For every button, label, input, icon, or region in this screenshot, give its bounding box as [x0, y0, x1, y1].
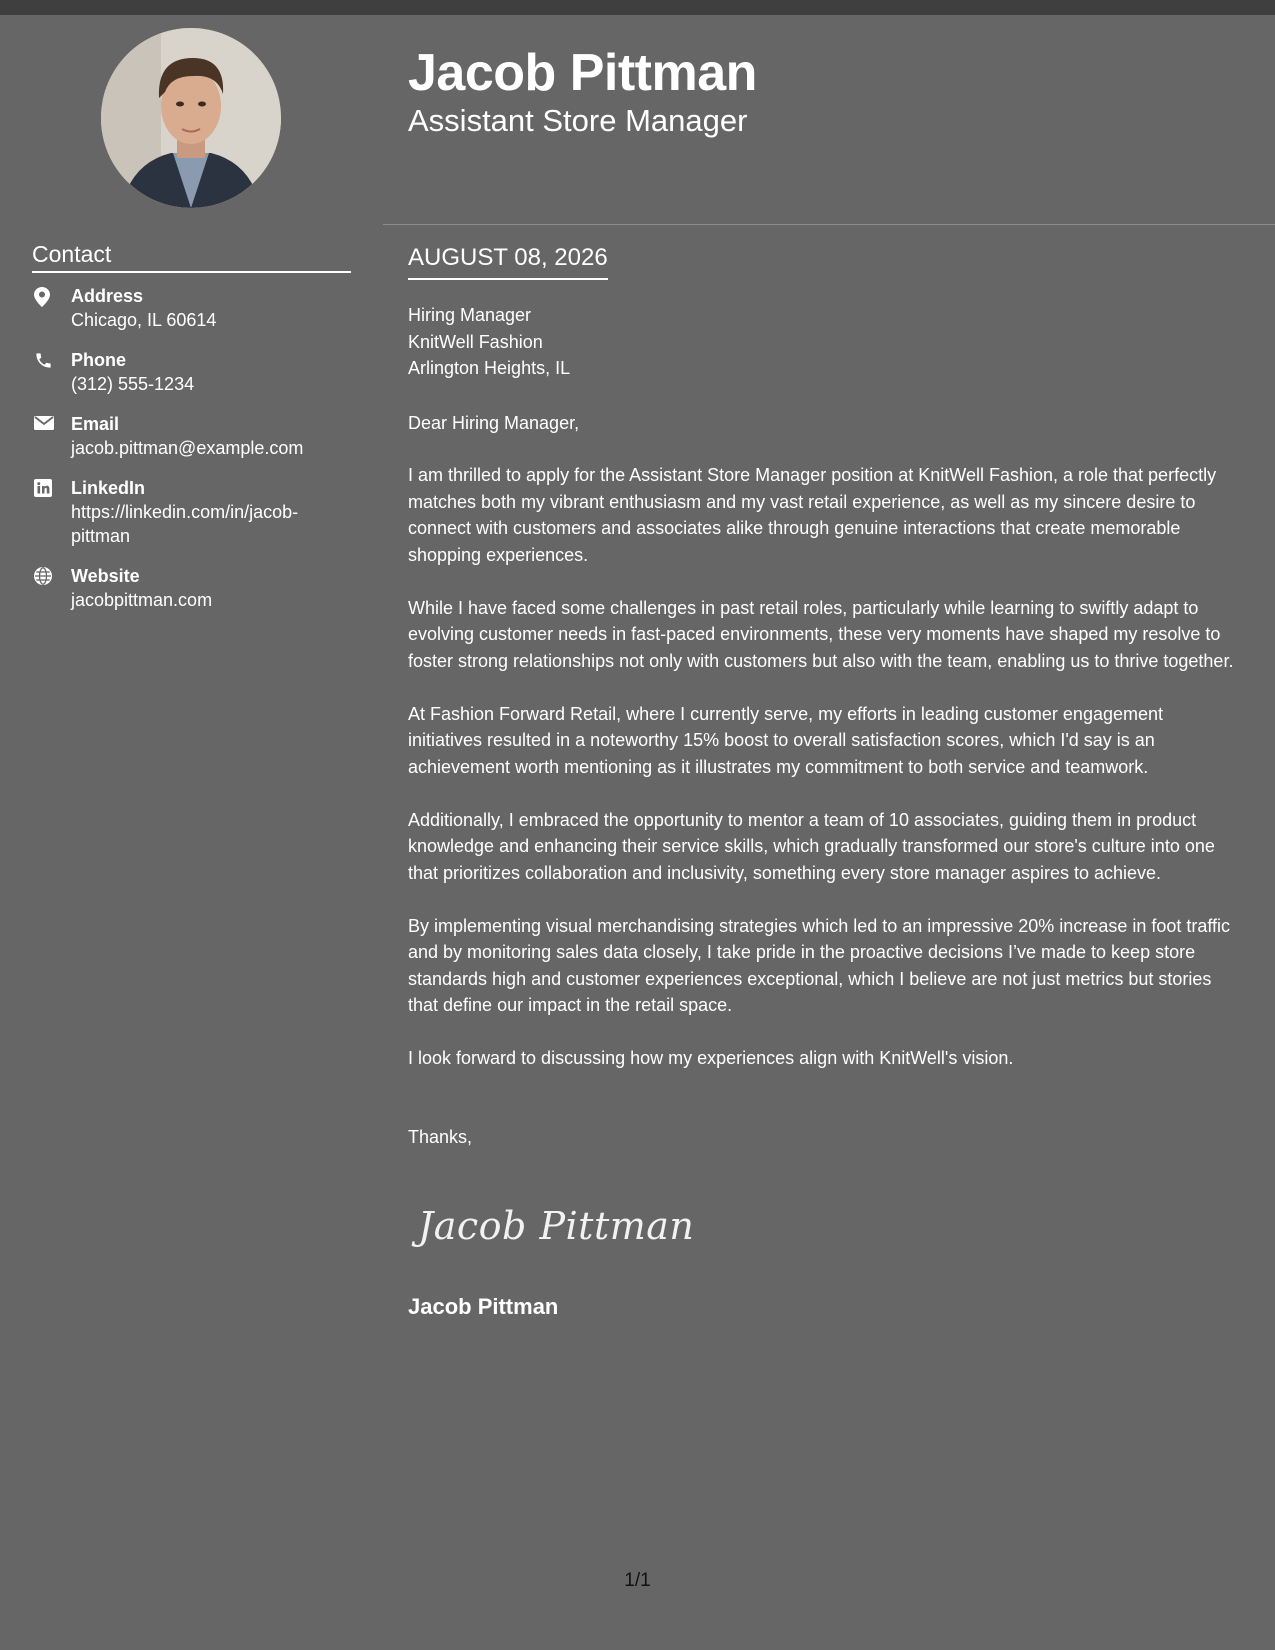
handwritten-signature: Jacob Pittman [418, 1204, 695, 1248]
applicant-name: Jacob Pittman [408, 44, 757, 102]
contact-label: Phone [71, 350, 127, 370]
contact-linkedin [32, 476, 352, 548]
signer-name: Jacob Pittman [408, 1294, 559, 1319]
contact-value: (312) 555-1234 [71, 374, 195, 394]
letter-paragraph: By implementing visual merchandising strategies which led to an impressive 20% increase in foot traffic and by monitoring sales data closely, I take pride in the proactive decisions I’ve made to keep store standards high and customer experiences exceptional, which I believe are not just metrics but stories that define our impact in the retail space. [408, 915, 1231, 1015]
recipient-line: Hiring Manager [408, 305, 532, 325]
contact-value[interactable]: https://linkedin.com/in/jacob-pittman [71, 502, 299, 546]
contact-value[interactable]: jacob.pittman@example.com [71, 438, 304, 458]
letter-paragraph: At Fashion Forward Retail, where I currently serve, my efforts in leading customer engagement initiatives resulted in a noteworthy 15% boost to overall satisfaction scores, which I'd say is an achievement worth mentioning as it illustrates my commitment to both service and teamwork. [408, 703, 1164, 777]
recipient-block [408, 302, 1240, 382]
contact-website [32, 564, 352, 612]
envelope-icon [34, 415, 54, 435]
globe-icon [34, 567, 54, 587]
phone-icon [34, 351, 54, 371]
letter-body [408, 302, 1240, 1150]
salutation: Dear Hiring Manager, [408, 412, 580, 433]
contact-label: Email [71, 414, 120, 434]
map-pin-icon [34, 287, 54, 307]
letter-paragraph: I am thrilled to apply for the Assistant Store Manager position at KnitWell Fashion, a role that perfectly matches both my vibrant enthusiasm and my vast retail experience, as well as my sincere desire to connect with customers and associates alike through genuine interactions that create memorable shopping experiences. [408, 465, 1217, 565]
contact-label: Address [71, 286, 144, 306]
contact-heading: Contact [32, 240, 351, 273]
contact-email [32, 412, 352, 460]
contact-label: LinkedIn [71, 478, 146, 498]
top-bar [0, 0, 1275, 15]
profile-photo [101, 28, 281, 208]
contact-label: Website [71, 566, 140, 586]
contact-address [32, 284, 352, 332]
recipient-line: KnitWell Fashion [408, 331, 543, 352]
linkedin-icon [34, 479, 54, 499]
contact-phone [32, 348, 352, 396]
contact-value[interactable]: jacobpittman.com [71, 590, 213, 610]
closing: Thanks, [408, 1126, 473, 1147]
letter-paragraph: I look forward to discussing how my experiences align with KnitWell's vision. [408, 1048, 1014, 1068]
applicant-title: Assistant Store Manager [408, 103, 748, 138]
contact-value: Chicago, IL 60614 [71, 310, 217, 330]
letter-paragraph: Additionally, I embraced the opportunity to mentor a team of 10 associates, guiding them in product knowledge and enhancing their service skills, which gradually transformed our store's culture into one that prioritizes collaboration and inclusivity, something every store manager aspires to achieve. [408, 809, 1215, 883]
contact-list [32, 284, 352, 628]
letter-paragraph: While I have faced some challenges in past retail roles, particularly while learning to swiftly adapt to evolving customer needs in fast-paced environments, these very moments have shaped my resolve to foster strong relationships not only with customers but also with the team, enabling us to thrive together. [408, 597, 1234, 671]
header-divider [383, 224, 1275, 225]
recipient-line: Arlington Heights, IL [408, 358, 571, 378]
page-number: 1/1 [624, 1570, 651, 1591]
letter-date: AUGUST 08, 2026 [408, 243, 608, 280]
